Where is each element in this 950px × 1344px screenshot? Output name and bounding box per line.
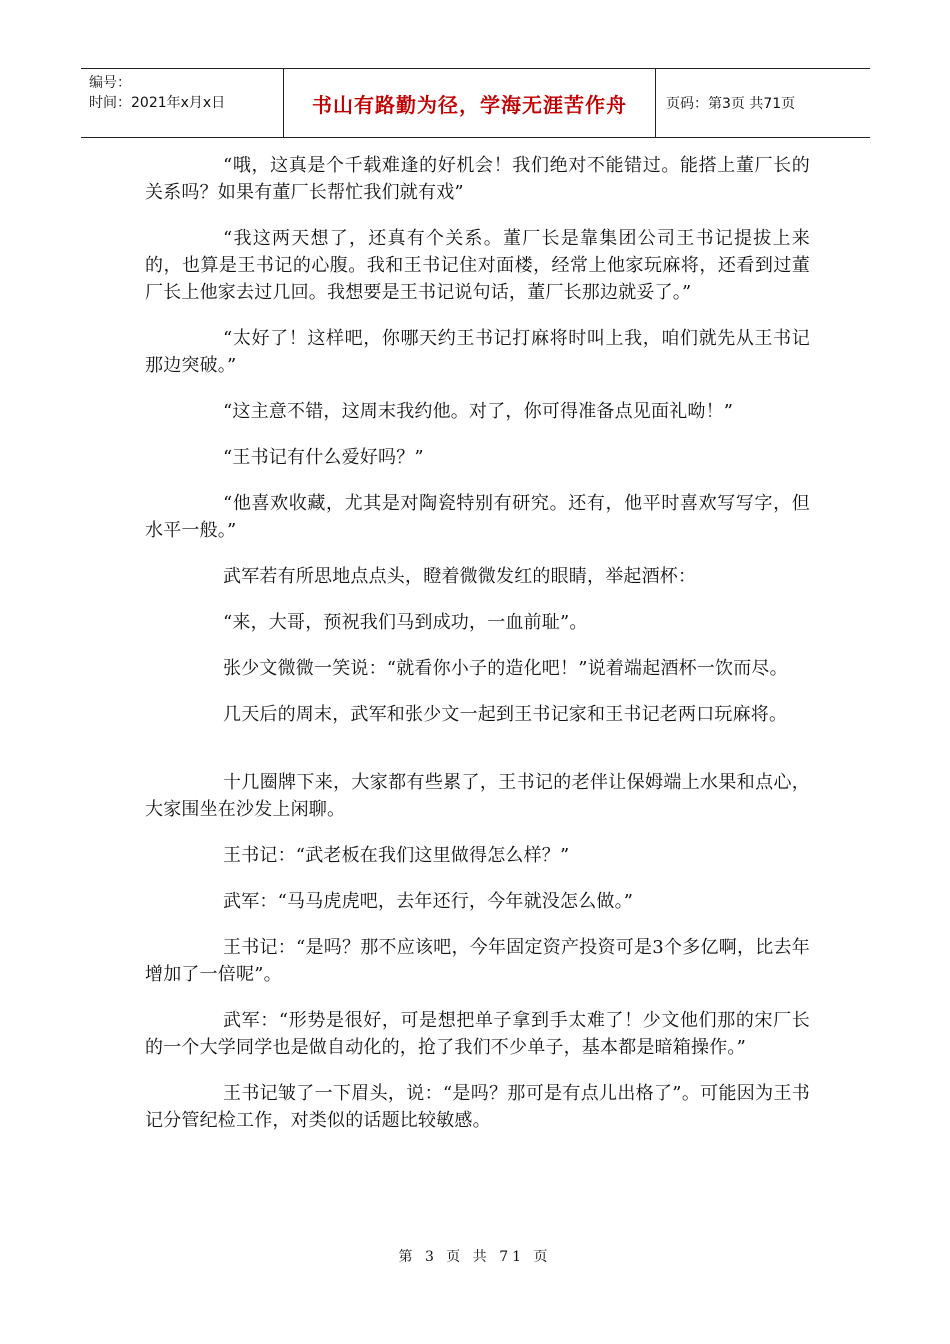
paragraph: 几天后的周末，武军和张少文一起到王书记家和王书记老两口玩麻将。 xyxy=(223,704,788,725)
header-page-cell xyxy=(655,69,870,137)
header-meta-cell xyxy=(81,69,283,137)
paragraph: “王书记有什么爱好吗？” xyxy=(223,447,424,468)
paragraph: 王书记皱了一下眉头，说：“是吗？那可是有点儿出格了”。可能因为王书记分管纪检工作，对类似的话题比较敏感。 xyxy=(145,1083,810,1131)
header-page-info: 页码：第3页 共71页 xyxy=(666,96,796,112)
paragraph: 王书记：“武老板在我们这里做得怎么样？” xyxy=(223,845,570,866)
paragraph: “哦，这真是个千载难逢的好机会！我们绝对不能错过。能搭上董厂长的关系吗？如果有董厂长帮忙我们就有戏” xyxy=(145,155,810,203)
paragraph: 王书记：“是吗？那不应该吧，今年固定资产投资可是3个多亿啊，比去年增加了一倍呢”。 xyxy=(145,937,810,985)
paragraph: “来，大哥，预祝我们马到成功，一血前耻”。 xyxy=(223,612,588,633)
document-time-label: 时间：2021年x月x日 xyxy=(89,95,226,111)
page-footer: 第 3 页 共 71 页 xyxy=(398,1249,552,1265)
header-motto: 书山有路勤为径，学海无涯苦作舟 xyxy=(312,92,627,117)
paragraph: “他喜欢收藏，尤其是对陶瓷特别有研究。还有，他平时喜欢写写字，但水平一般。” xyxy=(145,493,810,541)
paragraph: 张少文微微一笑说：“就看你小子的造化吧！”说着端起酒杯一饮而尽。 xyxy=(223,658,788,679)
paragraph: 武军：“马马虎虎吧，去年还行，今年就没怎么做。” xyxy=(223,891,634,912)
header-motto-cell xyxy=(283,69,655,137)
paragraph: 武军若有所思地点点头，瞪着微微发红的眼睛，举起酒杯： xyxy=(223,566,697,587)
paragraph: 武军：“形势是很好，可是想把单子拿到手太难了！少文他们那的宋厂长的一个大学同学也是做自动化的，抢了我们不少单子，基本都是暗箱操作。” xyxy=(145,1010,810,1058)
document-header xyxy=(81,68,870,138)
paragraph: “我这两天想了，还真有个关系。董厂长是靠集团公司王书记提拔上来的，也算是王书记的心腹。我和王书记住对面楼，经常上他家玩麻将，还看到过董厂长上他家去过几回。我想要是王书记说句话，董厂长那边就妥了。” xyxy=(145,228,810,303)
paragraph: “太好了！这样吧，你哪天约王书记打麻将时叫上我，咱们就先从王书记那边突破。” xyxy=(145,328,810,376)
document-number-label: 编号： xyxy=(89,75,131,91)
paragraph: “这主意不错，这周末我约他。对了，你可得准备点见面礼呦！” xyxy=(223,401,734,422)
document-body xyxy=(145,152,810,1153)
paragraph: 十几圈牌下来，大家都有些累了，王书记的老伴让保姆端上水果和点心，大家围坐在沙发上闲聊。 xyxy=(145,772,810,820)
